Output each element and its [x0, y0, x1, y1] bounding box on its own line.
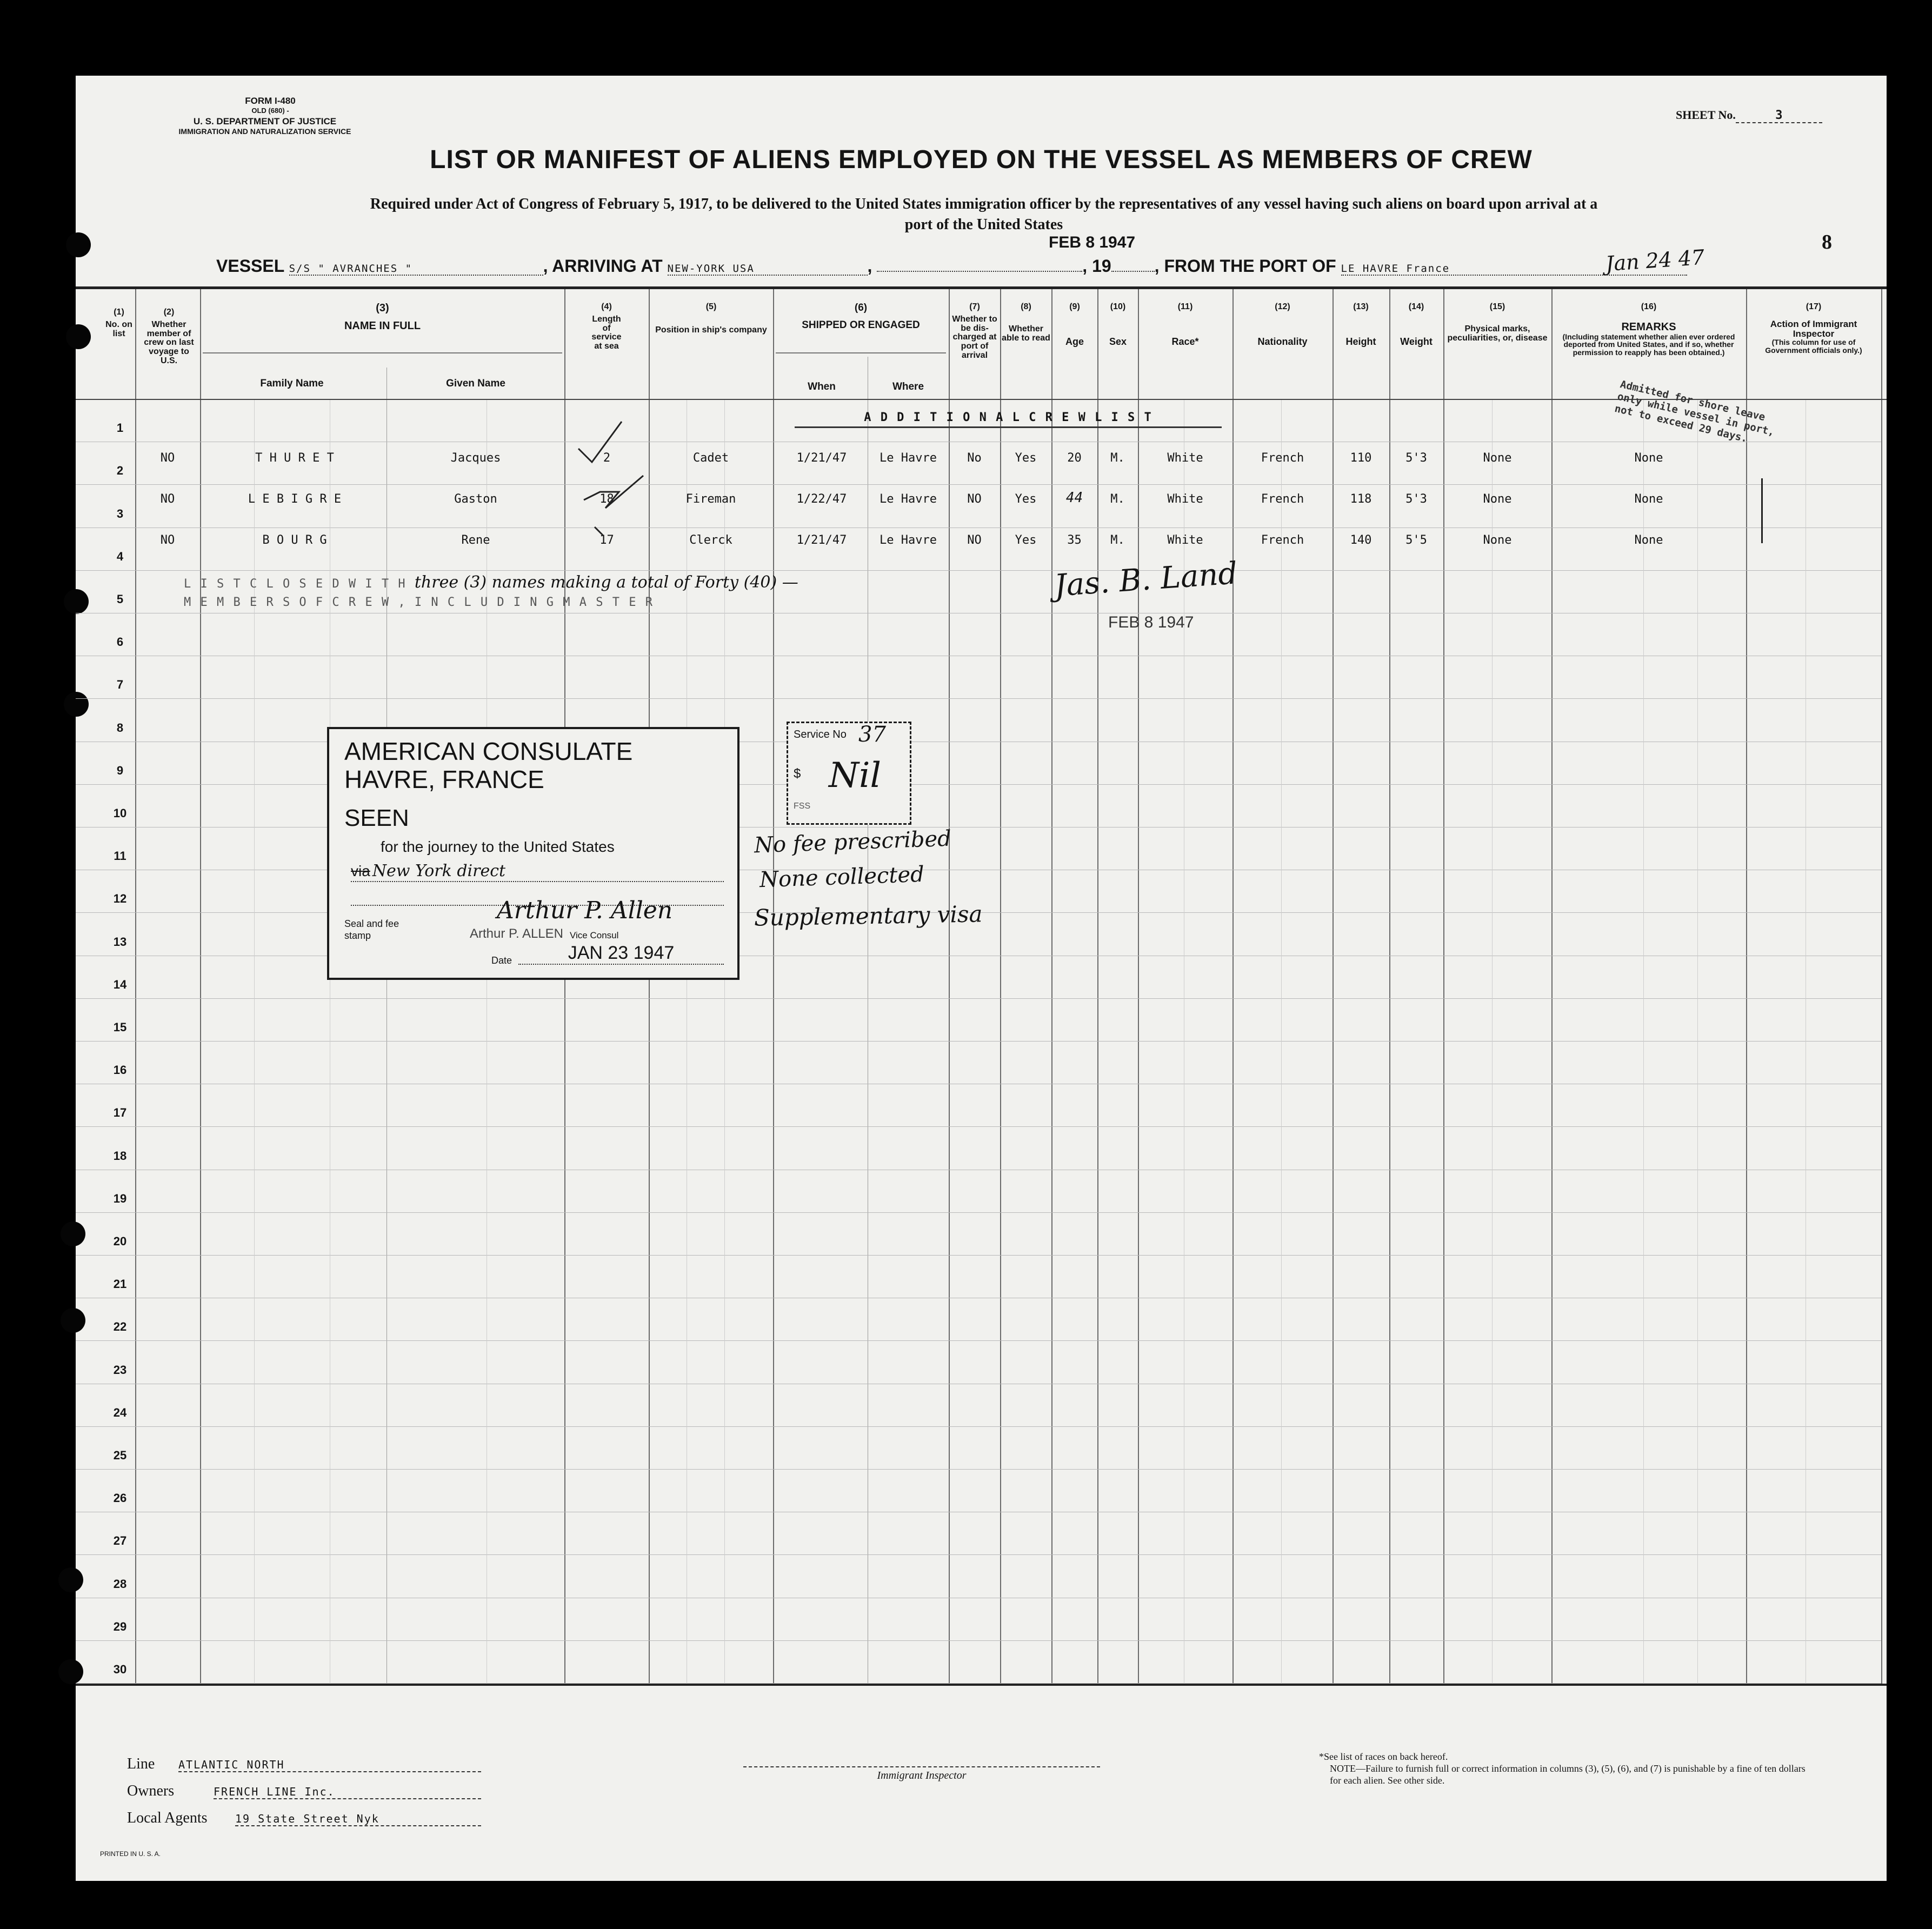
grid-row-line	[76, 1340, 1881, 1341]
consul-name: Arthur P. ALLEN	[470, 926, 563, 941]
row-2-given-name: Gaston	[454, 492, 497, 506]
footer-line: Line ATLANTIC NORTH	[127, 1756, 481, 1773]
consul-title: Vice Consul	[570, 930, 619, 940]
row-number: 7	[116, 678, 124, 691]
grid-row-line	[76, 1683, 1881, 1684]
col-9-header: (9) Age	[1065, 302, 1084, 347]
punch-hole	[58, 1567, 83, 1592]
row-1-nationality: French	[1261, 451, 1304, 465]
row-number: 25	[113, 1449, 127, 1462]
footer-owners-value: FRENCH LINE Inc.	[214, 1785, 481, 1799]
subtitle-line-1: Required under Act of Congress of February 5, 1917, to be delivered to the United States immigration officer by the representatives of any vessel having such aliens on board upon arrival at a	[370, 196, 1598, 212]
grid-row-line	[76, 1041, 1881, 1042]
grid-minor-line	[1643, 400, 1644, 1684]
row-2-discharged: NO	[967, 492, 982, 506]
col-11-header: (11) Race*	[1171, 302, 1199, 347]
row-number: 22	[113, 1320, 127, 1333]
arriving-label: ARRIVING AT	[552, 256, 663, 276]
col-4-header: (4) Length of service at sea	[591, 302, 622, 351]
table-top-rule	[76, 286, 1887, 289]
grid-minor-line	[1492, 400, 1493, 1684]
row-3-height: 140	[1350, 533, 1372, 547]
col-3-given-name: Given Name	[446, 378, 505, 389]
col-17-header: (17) Action of Immigrant Inspector (This column for use of Government officials only.)	[1765, 302, 1862, 355]
grid-row-line	[76, 1640, 1881, 1641]
col-10-header: (10) Sex	[1109, 302, 1127, 347]
date-stamp: FEB 8 1947	[1049, 233, 1136, 251]
row-2-nationality: French	[1261, 492, 1304, 506]
form-number: FORM I-480	[245, 96, 296, 106]
row-3-race: White	[1167, 533, 1203, 547]
row-number: 29	[113, 1620, 127, 1633]
footer-owners: Owners FRENCH LINE Inc.	[127, 1783, 481, 1800]
grid-minor-line	[254, 400, 255, 1684]
footer-agents-value: 19 State Street Nyk	[235, 1812, 481, 1826]
note-supplementary-visa: Supplementary visa	[754, 900, 983, 931]
row-3-position: Clerck	[689, 533, 732, 547]
grid-row-line	[76, 570, 1881, 571]
grid-row-line	[76, 1554, 1881, 1555]
sheet-value: 3	[1736, 109, 1822, 123]
row-1-given-name: Jacques	[450, 451, 501, 465]
row-number: 14	[113, 978, 127, 991]
closing-line-2: M E M B E R S O F C R E W , I N C L U D I N G M A S T E R	[184, 596, 654, 609]
department: U. S. DEPARTMENT OF JUSTICE	[193, 116, 337, 126]
row-number: 11	[114, 849, 126, 863]
row-1-family-name: T H U R E T	[255, 451, 334, 465]
service-fss: FSS	[794, 802, 811, 811]
row-1-when: 1/21/47	[796, 451, 847, 465]
year-label: 19	[1092, 256, 1111, 276]
row-number: 10	[113, 806, 127, 820]
from-port-label: FROM THE PORT OF	[1164, 256, 1336, 276]
row-number: 26	[113, 1491, 127, 1505]
row-number: 6	[116, 635, 124, 649]
form-old: OLD (680) -	[251, 106, 289, 115]
vessel-line: VESSEL S/S " AVRANCHES " , ARRIVING AT NEW-YORK USA , , 19 , FROM THE PORT OF LE HAVRE France	[216, 256, 1870, 278]
inspector-date-stamp: FEB 8 1947	[1108, 613, 1194, 631]
row-1-height: 110	[1350, 451, 1372, 465]
grid-row-line	[76, 1126, 1881, 1127]
printed-in-usa: PRINTED IN U. S. A.	[100, 1850, 161, 1858]
row-3-marks: None	[1483, 533, 1512, 547]
consul-date: JAN 23 1947	[518, 943, 724, 965]
consulate-via-line: via New York direct	[351, 862, 724, 882]
punch-hole	[58, 1659, 83, 1684]
grid-row-line	[76, 1255, 1881, 1256]
row-2-remarks: None	[1634, 492, 1663, 506]
consulate-seen: SEEN	[344, 805, 409, 831]
manifest-sheet	[76, 76, 1887, 1881]
grid-minor-line	[724, 400, 725, 1684]
col-8-header: (8) Whether able to read	[1002, 302, 1050, 343]
vessel-label: VESSEL	[216, 256, 284, 276]
row-3-when: 1/21/47	[796, 533, 847, 547]
consulate-stamp	[327, 727, 740, 980]
shore-leave-stamp: Admitted for shore leave only while vessel in port, not to exceed 29 days.	[1613, 378, 1776, 445]
note-none-collected: None collected	[759, 862, 925, 893]
row-1-discharged: No	[967, 451, 982, 465]
grid-row-line	[76, 1426, 1881, 1427]
col-6-when: When	[808, 381, 836, 392]
col-16-header: (16) REMARKS (Including statement whether alien ever ordered deported from United States, and if so, whether permission to reapply has been obtained.)	[1562, 302, 1735, 357]
row-2-weight: 5'3	[1405, 492, 1427, 506]
grid-row-line	[76, 998, 1881, 999]
row-3-where: Le Havre	[880, 533, 937, 547]
row-2-race: White	[1167, 492, 1203, 506]
row-1-age: 20	[1067, 451, 1082, 465]
note-no-fee: No fee prescribed	[754, 826, 952, 858]
consulate-line-1: AMERICAN CONSULATE	[344, 737, 633, 765]
service-name: IMMIGRATION AND NATURALIZATION SERVICE	[178, 127, 351, 136]
row-2-height: 118	[1350, 492, 1372, 506]
row-3-remarks: None	[1634, 533, 1663, 547]
row-number: 20	[113, 1234, 127, 1248]
row-number: 24	[113, 1406, 127, 1419]
punch-hole	[64, 692, 89, 717]
row-2-read: Yes	[1015, 492, 1037, 506]
punch-hole	[64, 589, 89, 614]
consul-date-label: Date	[491, 955, 512, 966]
row-1-marks: None	[1483, 451, 1512, 465]
subtitle-line-2: port of the United States	[904, 216, 1063, 233]
arriving-value: NEW-YORK USA	[668, 263, 868, 276]
row-number: 13	[113, 935, 127, 949]
row-number: 9	[116, 764, 124, 777]
sheet-label: SHEET No. 3	[1676, 108, 1822, 123]
vessel-value: S/S " AVRANCHES "	[289, 263, 543, 276]
row-2-age: 44	[1065, 490, 1083, 506]
consulate-journey: for the journey to the United States	[381, 838, 615, 855]
consulate-via-value: New York direct	[372, 862, 506, 880]
row-1-sex: M.	[1110, 451, 1125, 465]
row-number: 12	[113, 892, 127, 905]
grid-minor-line	[1281, 400, 1282, 1684]
row-number: 27	[113, 1534, 127, 1547]
closing-line-1: L I S T C L O S E D W I T H three (3) names making a total of Forty (40) —	[184, 573, 798, 592]
seal-label: Seal and fee stamp	[344, 918, 399, 941]
consul-signature: Arthur P. Allen	[497, 897, 673, 924]
grid-row-line	[76, 698, 1881, 699]
row-number: 19	[113, 1192, 127, 1205]
col-15-header: (15) Physical marks, peculiarities, or, disease	[1447, 302, 1548, 343]
row-2-when: 1/22/47	[796, 492, 847, 506]
inspector-tick	[1761, 478, 1763, 543]
row-number: 15	[113, 1020, 127, 1034]
row-3-sex: M.	[1110, 533, 1125, 547]
grid-row-line	[76, 484, 1881, 485]
row-1-where: Le Havre	[880, 451, 937, 465]
grid-minor-line	[1697, 400, 1698, 1684]
row-3-service: 17	[599, 533, 614, 547]
page-number: 8	[1822, 231, 1832, 253]
row-number: 21	[113, 1277, 127, 1291]
row-2-last-voyage: NO	[160, 492, 175, 506]
service-stamp	[787, 722, 911, 825]
row-1-weight: 5'3	[1405, 451, 1427, 465]
col-12-header: (12) Nationality	[1257, 302, 1308, 347]
row-2-marks: None	[1483, 492, 1512, 506]
row-3-read: Yes	[1015, 533, 1037, 547]
row-2-where: Le Havre	[880, 492, 937, 506]
row-3-age: 35	[1067, 533, 1082, 547]
row-number: 2	[116, 464, 124, 477]
row-3-family-name: B O U R G	[262, 533, 327, 547]
fine-note: NOTE—Failure to furnish full or correct information in columns (3), (5), (6), and (7) is punishable by a fine of ten dollars for each alien. See other side.	[1330, 1763, 1806, 1786]
col-6-where: Where	[892, 381, 924, 392]
row-number: 18	[113, 1149, 127, 1163]
row-3-nationality: French	[1261, 533, 1304, 547]
service-dollar: $	[794, 766, 801, 781]
service-label: Service No	[794, 729, 847, 740]
punch-hole	[66, 232, 91, 257]
page-title: LIST OR MANIFEST OF ALIENS EMPLOYED ON THE VESSEL AS MEMBERS OF CREW	[430, 145, 1533, 174]
row-3-last-voyage: NO	[160, 533, 175, 547]
grid-row-line	[76, 1469, 1881, 1470]
col-6-header: (6) SHIPPED OR ENGAGED	[802, 302, 920, 331]
row-1-last-voyage: NO	[160, 451, 175, 465]
races-note: *See list of races on back hereof.	[1319, 1751, 1448, 1762]
immigrant-inspector-label: Immigrant Inspector	[877, 1770, 967, 1781]
check-marks	[562, 411, 659, 568]
col-1-header: (1) No. on list	[105, 308, 132, 338]
row-number: 28	[113, 1577, 127, 1591]
row-3-discharged: NO	[967, 533, 982, 547]
service-value: Nil	[829, 756, 881, 796]
col-3-header: (3) NAME IN FULL	[344, 302, 421, 332]
row-3-weight: 5'5	[1405, 533, 1427, 547]
row-1-service: 2	[603, 451, 611, 465]
col-14-header: (14) Weight	[1400, 302, 1433, 347]
row-2-family-name: L E B I G R E	[248, 492, 342, 506]
row-1-race: White	[1167, 451, 1203, 465]
row-1-position: Cadet	[692, 451, 729, 465]
row-number: 16	[113, 1063, 127, 1077]
footer-agents: Local Agents 19 State Street Nyk	[127, 1810, 481, 1827]
from-port-value: LE HAVRE France	[1341, 263, 1687, 276]
col-7-header: (7) Whether to be dis-charged at port of arrival	[952, 302, 997, 360]
punch-hole	[61, 1308, 85, 1333]
grid-row-line	[76, 1212, 1881, 1213]
row-2-sex: M.	[1110, 492, 1125, 506]
row-number: 23	[113, 1363, 127, 1377]
service-number: 37	[858, 722, 886, 747]
row-number: 3	[116, 507, 124, 520]
col-13-header: (13) Height	[1345, 302, 1376, 347]
row-2-position: Fireman	[685, 492, 736, 506]
closing-handwritten: three (3) names making a total of Forty (40) —	[414, 573, 798, 592]
table-bottom-rule	[76, 1684, 1887, 1686]
row-number: 17	[113, 1106, 127, 1119]
punch-hole	[66, 324, 91, 349]
row-number: 8	[116, 721, 124, 735]
row-1-read: Yes	[1015, 451, 1037, 465]
consulate-line-2: HAVRE, FRANCE	[344, 765, 544, 793]
col-2-header: (2) Whether member of crew on last voyage to U.S.	[144, 308, 194, 365]
additional-crew-list-heading: A D D I T I O N A L C R E W L I S T	[795, 411, 1222, 428]
col-3-family-name: Family Name	[260, 378, 324, 389]
row-2-service: 18	[599, 492, 614, 506]
handwritten-departure-date: Jan 24 47	[1604, 245, 1706, 276]
row-number: 30	[113, 1663, 127, 1676]
footer-line-value: ATLANTIC NORTH	[178, 1758, 481, 1772]
row-1-remarks: None	[1634, 451, 1663, 465]
inspector-signature: Jas. B. Land	[1053, 556, 1239, 604]
col-5-header: (5) Position in ship's company	[655, 302, 767, 335]
row-number: 5	[116, 592, 124, 606]
row-number: 1	[116, 421, 124, 435]
row-number: 4	[116, 550, 124, 563]
row-3-given-name: Rene	[461, 533, 490, 547]
punch-hole	[61, 1222, 85, 1246]
